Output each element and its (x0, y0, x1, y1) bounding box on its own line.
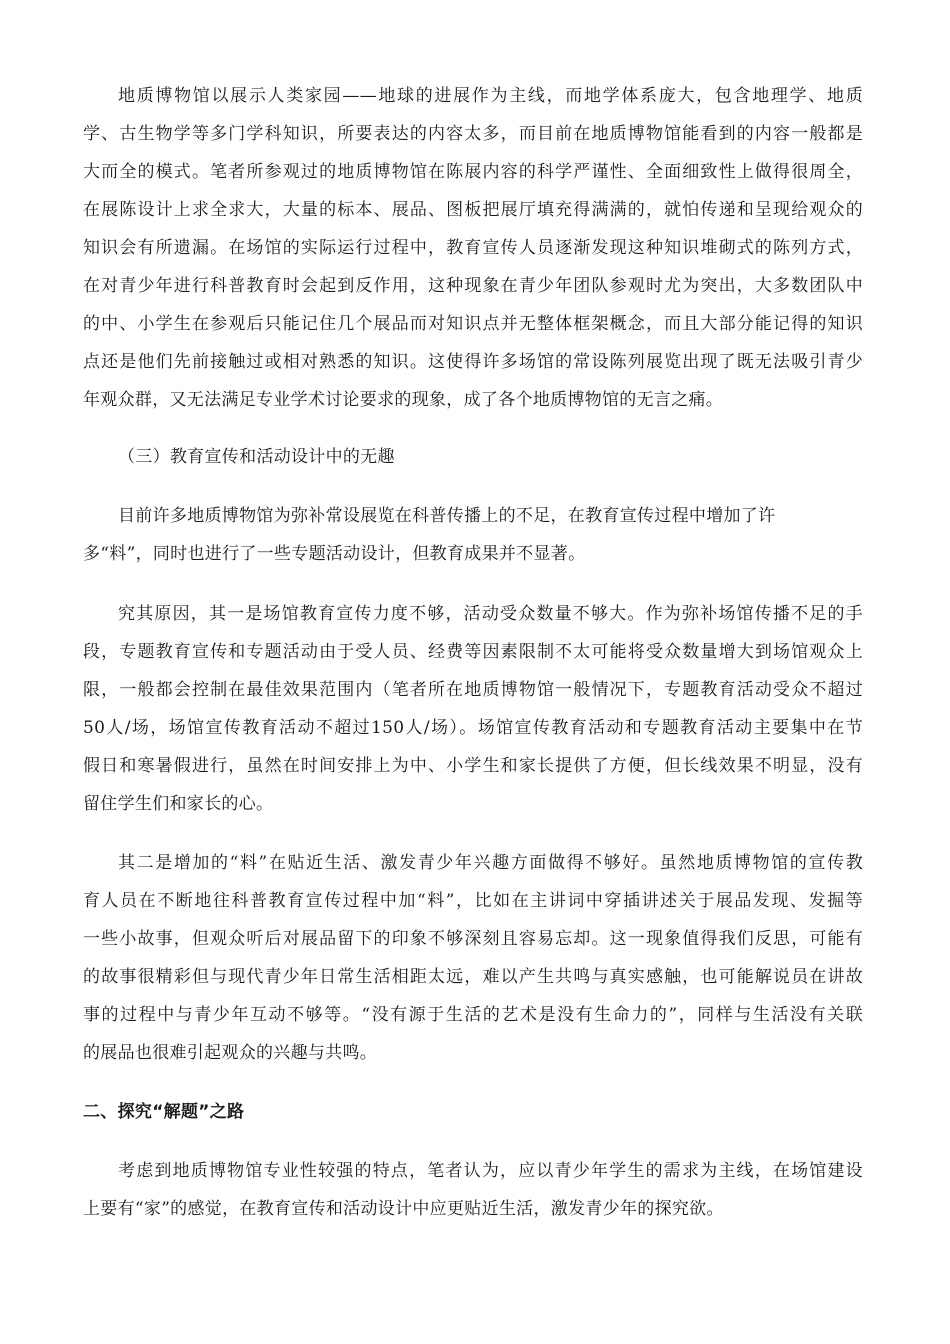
text-line: 的故事很精彩但与现代青少年日常生活相距太远，难以产生共鸣与真实感触，也可能解说员在讲故 (83, 967, 863, 987)
text-line: 事的过程中与青少年互动不够等。“没有源于生活的艺术是没有生命力的”，同样与生活没有关联 (83, 1005, 863, 1025)
text-line: 大而全的模式。笔者所参观过的地质博物馆在陈展内容的科学严谨性、全面细致性上做得很周全， (83, 162, 863, 182)
text-line: 的展品也很难引起观众的兴趣与共鸣。 (83, 1043, 378, 1063)
text-line: 段，专题教育宣传和专题活动由于受人员、经费等因素限制不太可能将受众数量增大到场馆观众上 (83, 642, 863, 662)
text-line: 地质博物馆以展示人类家园——地球的进展作为主线，而地学体系庞大，包含地理学、地质 (118, 86, 863, 106)
text-line: 学、古生物学等多门学科知识，所要表达的内容太多，而目前在地质博物馆能看到的内容一般都是 (83, 124, 863, 144)
text-line: 究其原因，其一是场馆教育宣传力度不够，活动受众数量不够大。作为弥补场馆传播不足的手 (118, 604, 863, 624)
text-line: 限，一般都会控制在最佳效果范围内（笔者所在地质博物馆一般情况下，专题教育活动受众不超过 (83, 680, 863, 700)
text-line: 在展陈设计上求全求大，大量的标本、展品、图板把展厅填充得满满的，就怕传递和呈现给观众的 (83, 200, 863, 220)
text-line: 考虑到地质博物馆专业性较强的特点，笔者认为，应以青少年学生的需求为主线，在场馆建设 (118, 1161, 863, 1181)
text-line: 其二是增加的“料”在贴近生活、激发青少年兴趣方面做得不够好。虽然地质博物馆的宣传教 (118, 853, 863, 873)
text-line: 上要有“家”的感觉，在教育宣传和活动设计中应更贴近生活，激发青少年的探究欲。 (83, 1199, 724, 1219)
section-heading: 二、探究“解题”之路 (83, 1102, 245, 1122)
text-line: 50人/场，场馆宣传教育活动不超过150人/场）。场馆宣传教育活动和专题教育活动主要集中在节 (83, 718, 863, 738)
subheading: （三）教育宣传和活动设计中的无趣 (118, 447, 395, 467)
text-line: 目前许多地质博物馆为弥补常设展览在科普传播上的不足，在教育宣传过程中增加了许 (118, 506, 776, 526)
text-line: 假日和寒暑假进行，虽然在时间安排上为中、小学生和家长提供了方便，但长线效果不明显，没有 (83, 756, 863, 776)
text-line: 育人员在不断地往科普教育宣传过程中加“料”，比如在主讲词中穿插讲述关于展品发现、发掘等 (83, 891, 863, 911)
text-line: 在对青少年进行科普教育时会起到反作用，这种现象在青少年团队参观时尤为突出，大多数团队中 (83, 276, 863, 296)
text-line: 的中、小学生在参观后只能记住几个展品而对知识点并无整体框架概念，而且大部分能记得的知识 (83, 314, 863, 334)
text-line: 多“料”，同时也进行了一些专题活动设计，但教育成果并不显著。 (83, 544, 586, 564)
text-line: 年观众群，又无法满足专业学术讨论要求的现象，成了各个地质博物馆的无言之痛。 (83, 390, 724, 410)
text-line: 一些小故事，但观众听后对展品留下的印象不够深刻且容易忘却。这一现象值得我们反思，可能有 (83, 929, 863, 949)
text-line: 点还是他们先前接触过或相对熟悉的知识。这使得许多场馆的常设陈列展览出现了既无法吸引青少 (83, 352, 863, 372)
text-line: 知识会有所遗漏。在场馆的实际运行过程中，教育宣传人员逐渐发现这种知识堆砌式的陈列方式， (83, 238, 863, 258)
text-line: 留住学生们和家长的心。 (83, 794, 274, 814)
